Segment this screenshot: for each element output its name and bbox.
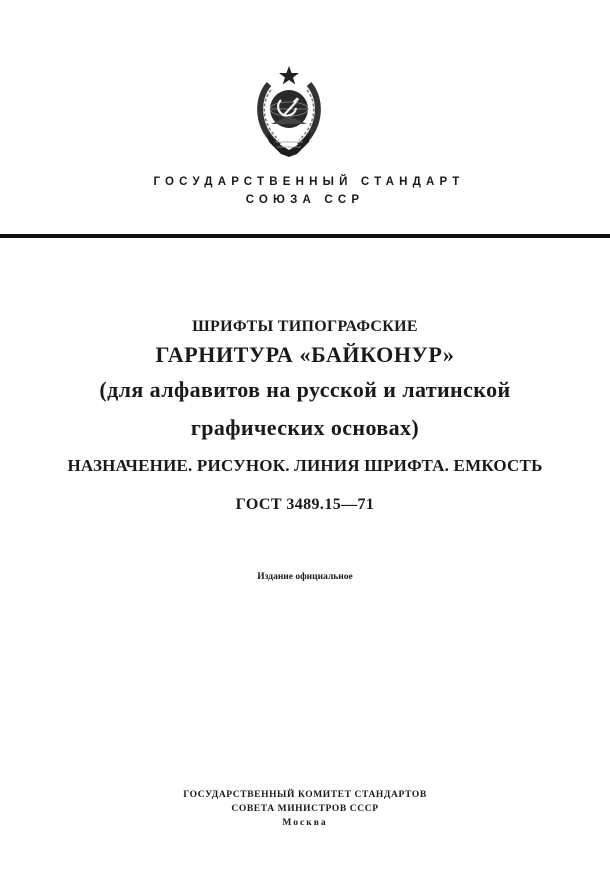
header-ussr: СОЮЗА ССР: [245, 194, 365, 206]
publisher-city: Москва: [282, 818, 328, 828]
edition-label: Издание официальное: [257, 572, 353, 582]
ussr-state-emblem-icon: [249, 62, 329, 162]
publisher-line-council: СОВЕТА МИНИСТРОВ СССР: [231, 804, 379, 814]
title-line-graphic-bases: графических основах): [190, 415, 420, 440]
standard-number: ГОСТ 3489.15—71: [235, 496, 375, 513]
horizontal-divider: [0, 234, 610, 238]
title-line-typeface-name: ГАРНИТУРА «БАЙКОНУР»: [155, 342, 455, 367]
title-line-alphabets: (для алфавитов на русской и латинской: [99, 377, 511, 402]
publisher-line-committee: ГОСУДАРСТВЕННЫЙ КОМИТЕТ СТАНДАРТОВ: [183, 790, 427, 800]
header-state-standard: ГОСУДАРСТВЕННЫЙ СТАНДАРТ: [153, 176, 465, 188]
title-line-typefaces: ШРИФТЫ ТИПОГРАФСКИЕ: [192, 318, 418, 335]
title-line-purpose: НАЗНАЧЕНИЕ. РИСУНОК. ЛИНИЯ ШРИФТА. ЕМКОСТЬ: [67, 456, 543, 475]
